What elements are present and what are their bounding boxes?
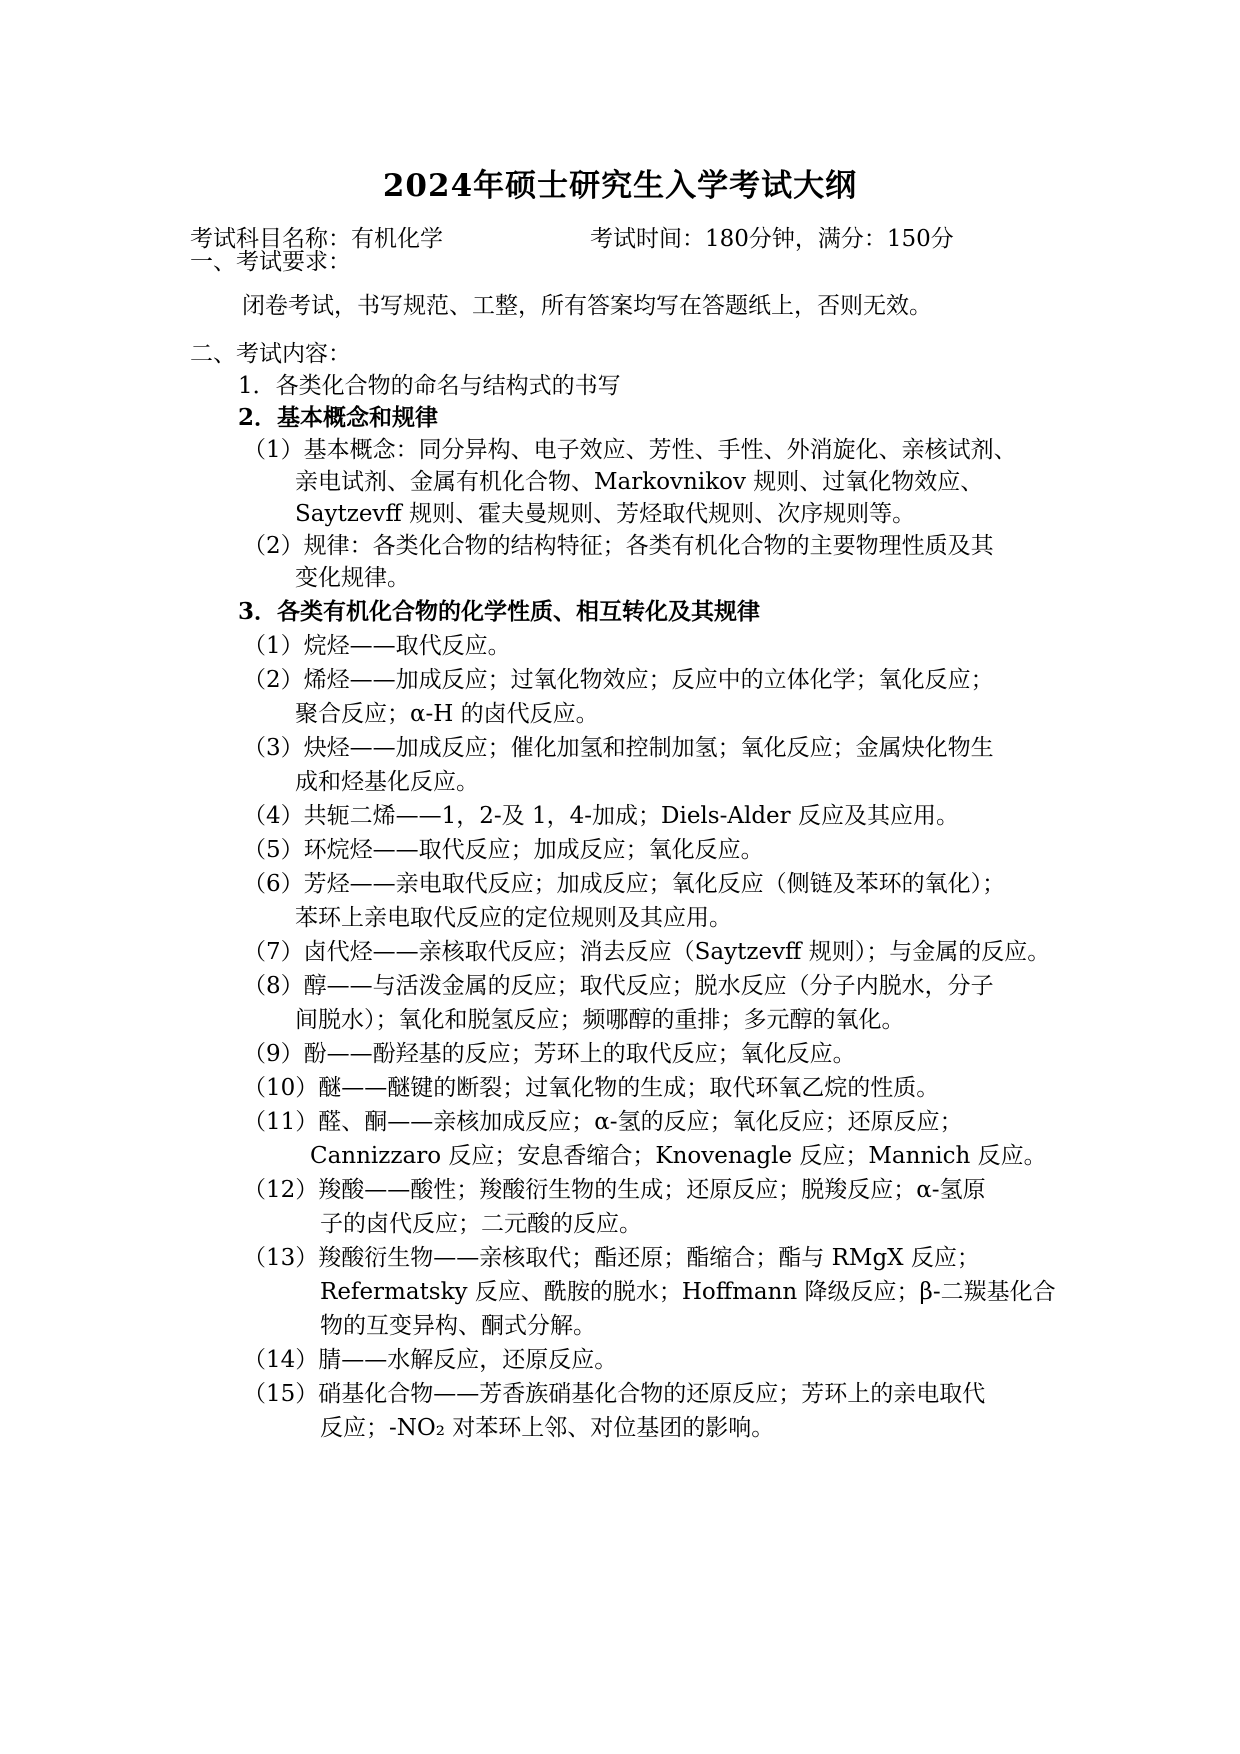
exam-subject: 考试科目名称：有机化学 xyxy=(190,226,443,252)
reaction-13-line-2: Refermatsky 反应、酰胺的脱水；Hoffmann 降级反应；β-二羰基化合 xyxy=(320,1279,1056,1305)
reaction-12-line-1: （12）羧酸——酸性；羧酸衍生物的生成；还原反应；脱羧反应；α-氢原 xyxy=(243,1177,986,1203)
reaction-13-line-3: 物的互变异构、酮式分解。 xyxy=(320,1313,596,1339)
content-item-1: 1．各类化合物的命名与结构式的书写 xyxy=(238,373,621,399)
reaction-9: （9）酚——酚羟基的反应；芳环上的取代反应；氧化反应。 xyxy=(243,1041,856,1067)
section-content-heading: 二、考试内容： xyxy=(190,341,351,367)
reaction-12-line-2: 子的卤代反应；二元酸的反应。 xyxy=(320,1211,642,1237)
reaction-6-line-1: （6）芳烃——亲电取代反应；加成反应；氧化反应（侧链及苯环的氧化）； xyxy=(243,871,1006,897)
section-requirements-body: 闭卷考试，书写规范、工整，所有答案均写在答题纸上，否则无效。 xyxy=(242,293,932,319)
reaction-2-line-2: 聚合反应；α-H 的卤代反应。 xyxy=(295,701,599,727)
reaction-11-line-1: （11）醛、酮——亲核加成反应；α-氢的反应；氧化反应；还原反应； xyxy=(243,1109,963,1135)
rules-line-1: （2）规律：各类化合物的结构特征；各类有机化合物的主要物理性质及其 xyxy=(243,533,994,559)
content-item-2: 2．基本概念和规律 xyxy=(238,404,439,431)
reaction-8-line-1: （8）醇——与活泼金属的反应；取代反应；脱水反应（分子内脱水，分子 xyxy=(243,973,994,999)
reaction-3-line-2: 成和烃基化反应。 xyxy=(295,769,479,795)
reaction-8-line-2: 间脱水）；氧化和脱氢反应；频哪醇的重排；多元醇的氧化。 xyxy=(295,1007,905,1033)
reaction-7: （7）卤代烃——亲核取代反应；消去反应（Saytzevff 规则）；与金属的反应。 xyxy=(243,939,1051,965)
rules-line-2: 变化规律。 xyxy=(295,565,410,591)
reaction-11-line-2: Cannizzaro 反应；安息香缩合；Knovenagle 反应；Mannich 反应。 xyxy=(310,1143,1047,1169)
basic-concepts-line-2: 亲电试剂、金属有机化合物、Markovnikov 规则、过氧化物效应、 xyxy=(295,469,984,495)
reaction-15-line-1: （15）硝基化合物——芳香族硝基化合物的还原反应；芳环上的亲电取代 xyxy=(243,1381,986,1407)
content-item-3: 3．各类有机化合物的化学性质、相互转化及其规律 xyxy=(238,598,761,625)
reaction-6-line-2: 苯环上亲电取代反应的定位规则及其应用。 xyxy=(295,905,732,931)
page-title: 2024年硕士研究生入学考试大纲 xyxy=(382,168,858,204)
reaction-15-line-2: 反应；-NO₂ 对苯环上邻、对位基团的影响。 xyxy=(320,1415,775,1441)
reaction-14: （14）腈——水解反应，还原反应。 xyxy=(243,1347,618,1373)
reaction-10: （10）醚——醚键的断裂；过氧化物的生成；取代环氧乙烷的性质。 xyxy=(243,1075,940,1101)
reaction-3-line-1: （3）炔烃——加成反应；催化加氢和控制加氢；氧化反应；金属炔化物生 xyxy=(243,735,994,761)
basic-concepts-line-1: （1）基本概念：同分异构、电子效应、芳性、手性、外消旋化、亲核试剂、 xyxy=(243,437,1017,463)
exam-time-score: 考试时间：180分钟，满分：150分 xyxy=(590,226,954,252)
reaction-2-line-1: （2）烯烃——加成反应；过氧化物效应；反应中的立体化学；氧化反应； xyxy=(243,667,994,693)
reaction-1: （1）烷烃——取代反应。 xyxy=(243,633,511,659)
reaction-5: （5）环烷烃——取代反应；加成反应；氧化反应。 xyxy=(243,837,764,863)
basic-concepts-line-3: Saytzevff 规则、霍夫曼规则、芳烃取代规则、次序规则等。 xyxy=(295,501,916,527)
reaction-13-line-1: （13）羧酸衍生物——亲核取代；酯还原；酯缩合；酯与 RMgX 反应； xyxy=(243,1245,980,1271)
section-requirements-heading: 一、考试要求： xyxy=(190,249,351,275)
reaction-4: （4）共轭二烯——1，2-及 1，4-加成；Diels-Alder 反应及其应用。 xyxy=(243,803,959,829)
